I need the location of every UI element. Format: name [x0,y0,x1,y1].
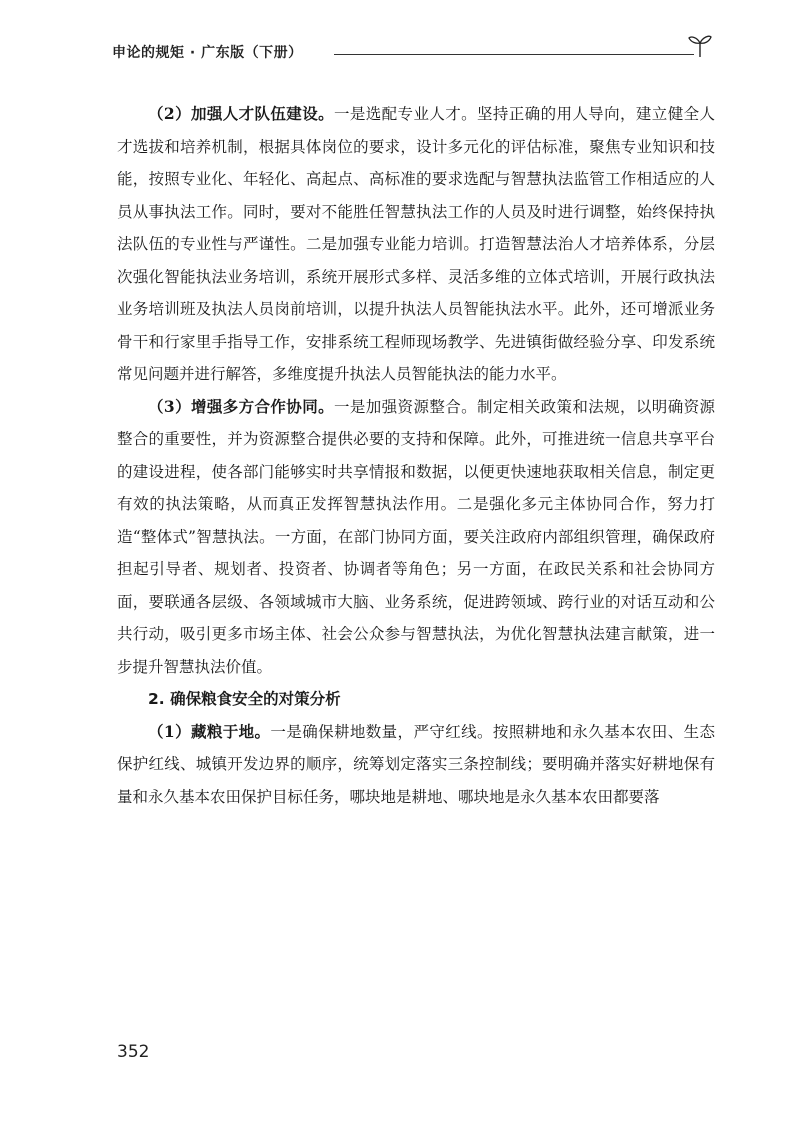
paragraph-lead: （1）藏粮于地。 [148,721,271,741]
paragraph-text: 一是确保耕地数量，严守红线。按照耕地和永久基本农田、生态保护红线、城镇开发边界的顺序，统筹划定落实三条控制线；要明确并落实好耕地保有量和永久基本农田保护目标任务，哪块地是耕地、哪块地是永久基本农田都要落 [117,722,715,806]
sprout-icon [688,32,712,58]
running-header-title: 申论的规矩 · 广东版（下册） [112,45,303,61]
paragraph [117,391,715,684]
running-header [112,38,712,68]
paragraph-lead: （3）增强多方合作协同。 [148,396,334,416]
body-text [117,98,715,813]
paragraph-text: 一是选配专业人才。坚持正确的用人导向，建立健全人才选拔和培养机制，根据具体岗位的要求，设计多元化的评估标准，聚焦专业知识和技能，按照专业化、年轻化、高起点、高标准的要求选配与智慧执法监管工作相适应的人员从事执法工作。同时，要对不能胜任智慧执法工作的人员及时进行调整，始终保持执法队伍的专业性与严谨性。二是加强专业能力培训。打造智慧法治人才培养体系，分层次强化智能执法业务培训，系统开展形式多样、灵活多维的立体式培训，开展行政执法业务培训班及执法人员岗前培训，以提升执法人员智能执法水平。此外，还可增派业务骨干和行家里手指导工作，安排系统工程师现场教学、先进镇街做经验分享、印发系统常见问题并进行解答，多维度提升执法人员智能执法的能力水平。 [117,105,715,383]
page-number: 352 [117,1042,150,1062]
paragraph-text: 一是加强资源整合。制定相关政策和法规，以明确资源整合的重要性，并为资源整合提供必要的支持和保障。此外，可推进统一信息共享平台的建设进程，使各部门能够实时共享情报和数据，以便更快速地获取相关信息，制定更有效的执法策略，从而真正发挥智慧执法作用。二是强化多元主体协同合作，努力打造“整体式”智慧执法。一方面，在部门协同方面，要关注政府内部组织管理，确保政府担起引导者、规划者、投资者、协调者等角色；另一方面，在政民关系和社会协同方面，要联通各层级、各领域城市大脑、业务系统，促进跨领域、跨行业的对话互动和公共行动，吸引更多市场主体、社会公众参与智慧执法，为优化智慧执法建言献策，进一步提升智慧执法价值。 [117,397,715,676]
paragraph-lead: （2）加强人才队伍建设。 [148,104,334,123]
paragraph [117,98,715,391]
paragraph [117,716,715,814]
section-heading: 2. 确保粮食安全的对策分析 [148,690,341,708]
header-rule [334,54,694,55]
